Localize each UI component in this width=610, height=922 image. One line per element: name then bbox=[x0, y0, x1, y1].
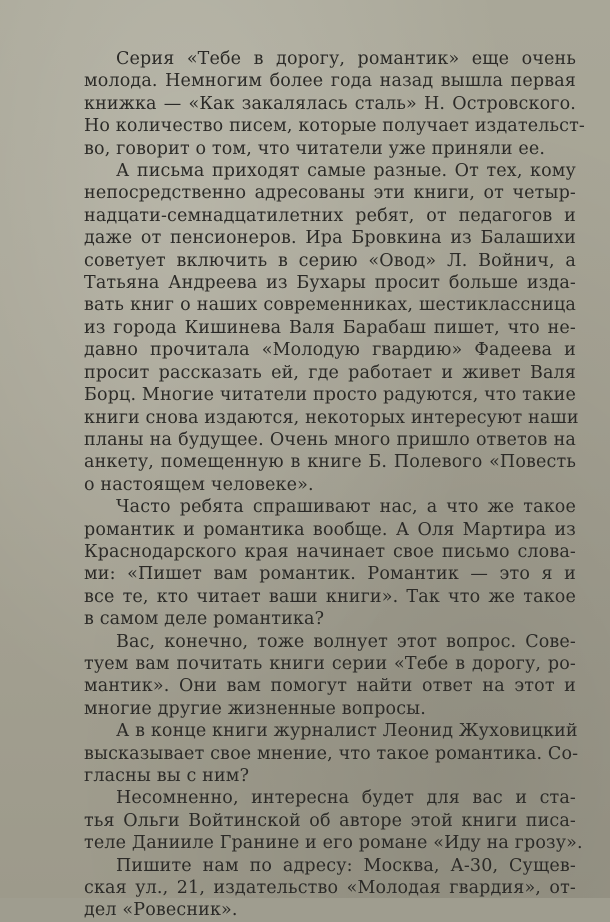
paragraph-3 bbox=[84, 496, 576, 630]
text-line: надцати-семнадцатилетних ребят, от педагогов и bbox=[84, 205, 576, 226]
text-line: книжка — «Как закалялась сталь» Н. Островского. bbox=[84, 93, 576, 114]
text-line: Вас, конечно, тоже волнует этот вопрос. Сове- bbox=[116, 631, 576, 652]
text-line: о настоящем человеке». bbox=[84, 474, 314, 495]
text-line: вать книг о наших современниках, шестиклассница bbox=[84, 295, 576, 316]
text-line: во, говорит о том, что читатели уже приняли ее. bbox=[84, 138, 546, 159]
text-line: Татьяна Андреева из Бухары просит больше изда- bbox=[84, 273, 576, 294]
text-line: ская ул., 21, издательство «Молодая гвардия», от- bbox=[84, 878, 576, 899]
text-line: туем вам почитать книги серии «Тебе в дорогу, ро- bbox=[84, 653, 576, 674]
text-line: дел «Ровесник». bbox=[84, 900, 238, 921]
paragraph-1 bbox=[84, 48, 585, 160]
paragraph-5 bbox=[84, 720, 579, 787]
text-line: анкету, помещенную в книге Б. Полевого «Повесть bbox=[84, 452, 576, 473]
paragraph-2 bbox=[84, 160, 579, 496]
paragraph-4 bbox=[84, 631, 576, 721]
page-text bbox=[84, 48, 585, 922]
text-line: гласны вы с ним? bbox=[84, 766, 250, 786]
text-line: Борц. Многие читатели просто радуются, что такие bbox=[84, 385, 576, 406]
text-line: ми: «Пишет вам романтик. Романтик — это я и bbox=[84, 564, 576, 585]
text-line: Часто ребята спрашивают нас, а что же такое bbox=[116, 497, 576, 518]
text-line: из города Кишинева Валя Барабаш пишет, что не- bbox=[84, 317, 576, 338]
text-line: А письма приходят самые разные. От тех, кому bbox=[116, 161, 576, 182]
text-line: советует включить в серию «Овод» Л. Войнич, а bbox=[84, 250, 576, 271]
text-line: тья Ольги Войтинской об авторе этой книги писа- bbox=[84, 810, 576, 831]
text-line: все те, кто читает ваши книги». Так что же такое bbox=[84, 586, 576, 607]
text-line: книги снова издаются, некоторых интересуют наши bbox=[84, 407, 579, 428]
text-line: даже от пенсионеров. Ира Бровкина из Балашихи bbox=[84, 228, 576, 249]
text-line: планы на будущее. Очень много пришло ответов на bbox=[84, 429, 576, 450]
text-line: многие другие жизненные вопросы. bbox=[84, 698, 426, 719]
text-line: просит рассказать ей, где работает и живет Валя bbox=[84, 362, 576, 383]
text-line: Краснодарского края начинает свое письмо слова- bbox=[84, 541, 576, 562]
text-line: Пишите нам по адресу: Москва, А-30, Сущев- bbox=[116, 855, 576, 876]
text-line: Но количество писем, которые получает издательст- bbox=[84, 116, 585, 137]
text-line: молода. Немногим более года назад вышла первая bbox=[84, 71, 576, 92]
text-line: романтик и романтика вообще. А Оля Мартира из bbox=[84, 519, 576, 540]
text-line: А в конце книги журналист Леонид Жуховицкий bbox=[116, 721, 578, 742]
text-line: теле Даниилe Гранине и его романе «Иду на грозу». bbox=[84, 833, 583, 854]
text-line: в самом деле романтика? bbox=[84, 609, 325, 630]
paragraph-7 bbox=[84, 855, 576, 922]
text-line: Несомненно, интересна будет для вас и ста- bbox=[116, 788, 576, 809]
text-line: Серия «Тебе в дорогу, романтик» еще очень bbox=[116, 49, 576, 69]
text-line: непосредственно адресованы эти книги, от четыр- bbox=[84, 183, 576, 204]
text-line: мантик». Они вам помогут найти ответ на этот и bbox=[84, 676, 576, 697]
text-line: давно прочитала «Молодую гвардию» Фадеева и bbox=[84, 340, 576, 361]
text-line: высказывает свое мнение, что такое романтика. Со- bbox=[84, 743, 579, 764]
paragraph-6 bbox=[84, 787, 583, 854]
